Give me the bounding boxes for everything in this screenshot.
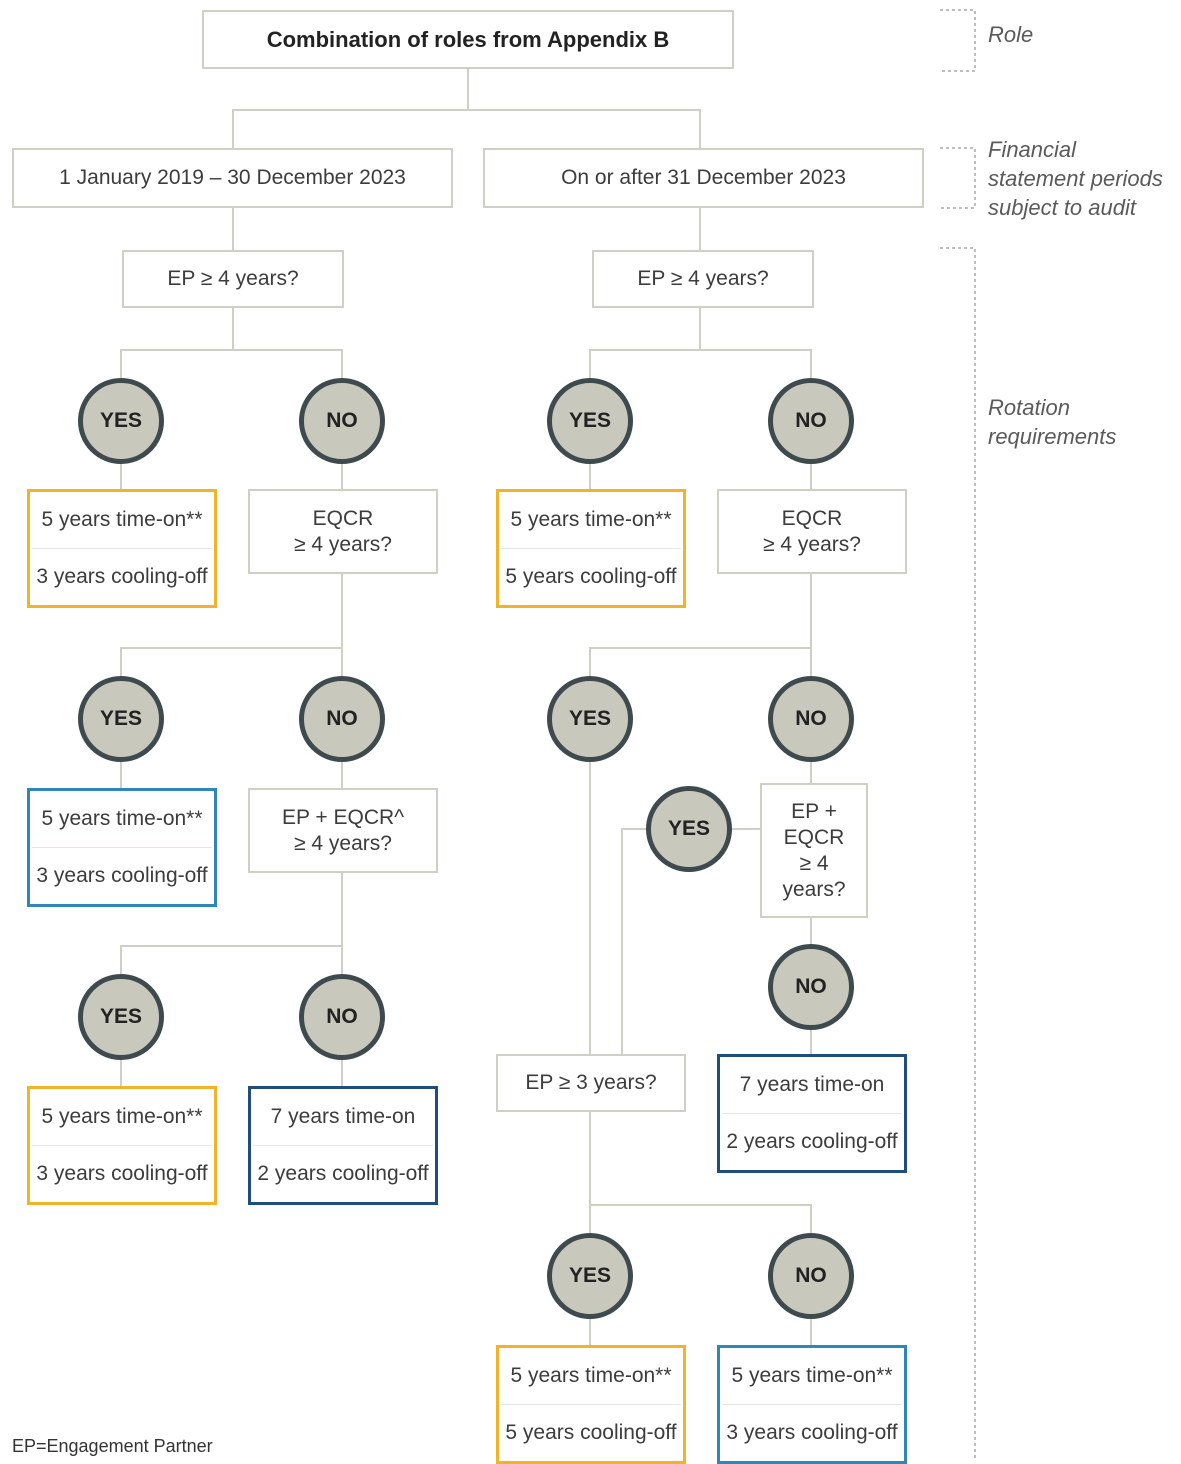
question-line-2: ≥ 4 years? [294, 831, 392, 855]
no-label: NO [795, 975, 827, 998]
no-circle [768, 944, 854, 1030]
question-line-1: EP + EQCR^ [281, 805, 405, 829]
cooling-off-text: 2 years cooling-off [726, 1130, 898, 1153]
time-on-text: 5 years time-on** [510, 1364, 672, 1387]
question-label: EP ≥ 4 years? [167, 267, 299, 290]
cooling-off-text: 3 years cooling-off [36, 1162, 208, 1185]
period-left-label: 1 January 2019 – 30 December 2023 [59, 166, 406, 189]
yes-circle [547, 676, 633, 762]
rotation-label-line-2: requirements [988, 424, 1117, 449]
role-label: Role [988, 22, 1034, 47]
no-label: NO [326, 1005, 358, 1028]
periods-label-line-2: statement periods [988, 166, 1163, 191]
no-circle [768, 378, 854, 464]
time-on-text: 5 years time-on** [731, 1364, 893, 1387]
yes-circle [547, 1233, 633, 1319]
yes-label: YES [667, 817, 711, 840]
question-label: EP ≥ 4 years? [637, 267, 769, 290]
yes-label: YES [568, 707, 612, 730]
cooling-off-text: 2 years cooling-off [257, 1162, 429, 1185]
side-label-role [988, 20, 1033, 49]
time-on-text: 5 years time-on** [41, 508, 203, 531]
yes-circle [78, 378, 164, 464]
no-circle [299, 974, 385, 1060]
cooling-off-text: 5 years cooling-off [505, 565, 677, 588]
no-circle [768, 676, 854, 762]
diagram-title: Combination of roles from Appendix B [266, 26, 670, 52]
rotation-label-line-1: Rotation [988, 395, 1070, 420]
no-label: NO [795, 409, 827, 432]
periods-label-line-3: subject to audit [988, 195, 1136, 220]
question-line-2: ≥ 4 years? [294, 532, 392, 556]
footnote: EP=Engagement Partner [12, 1436, 213, 1456]
no-label: NO [795, 707, 827, 730]
question-ep-4-left [122, 250, 344, 308]
question-line-1: EQCR [781, 506, 843, 530]
question-ep-eqcr-4-right [760, 783, 868, 918]
yes-label: YES [99, 1005, 143, 1028]
time-on-text: 5 years time-on** [41, 1105, 203, 1128]
cooling-off-text: 3 years cooling-off [36, 565, 208, 588]
question-ep-eqcr-4-left [248, 788, 438, 873]
period-right-label: On or after 31 December 2023 [561, 166, 846, 189]
question-eqcr-4-left [248, 489, 438, 574]
no-circle [299, 676, 385, 762]
outcome-box-gold [496, 1345, 686, 1464]
outcome-box-gold [27, 489, 217, 608]
question-line-2: EQCR [783, 825, 845, 849]
time-on-text: 7 years time-on [739, 1073, 885, 1096]
cooling-off-text: 3 years cooling-off [36, 864, 208, 887]
outcome-box-gold [496, 489, 686, 608]
no-label: NO [326, 707, 358, 730]
yes-label: YES [99, 707, 143, 730]
side-label-rotation [988, 393, 1116, 451]
yes-label: YES [568, 409, 612, 432]
no-circle [768, 1233, 854, 1319]
time-on-text: 5 years time-on** [510, 508, 672, 531]
outcome-box-teal [717, 1345, 907, 1464]
question-ep-3 [496, 1054, 686, 1112]
yes-label: YES [568, 1264, 612, 1287]
question-label: EP ≥ 3 years? [525, 1071, 657, 1094]
question-eqcr-4-right [717, 489, 907, 574]
time-on-text: 7 years time-on [270, 1105, 416, 1128]
question-ep-4-right [592, 250, 814, 308]
period-right-box [483, 148, 924, 208]
yes-circle [78, 974, 164, 1060]
question-line-2: ≥ 4 years? [763, 532, 861, 556]
yes-circle [78, 676, 164, 762]
side-label-periods [988, 135, 1163, 222]
yes-label: YES [99, 409, 143, 432]
question-line-3: ≥ 4 [799, 851, 829, 875]
yes-circle [547, 378, 633, 464]
yes-circle [646, 786, 732, 872]
no-label: NO [326, 409, 358, 432]
outcome-box-navy [717, 1054, 907, 1173]
cooling-off-text: 3 years cooling-off [726, 1421, 898, 1444]
question-line-1: EQCR [312, 506, 374, 530]
time-on-text: 5 years time-on** [41, 807, 203, 830]
outcome-box-navy [248, 1086, 438, 1205]
outcome-box-gold [27, 1086, 217, 1205]
question-line-4: years? [782, 877, 846, 901]
outcome-box-teal [27, 788, 217, 907]
role-combination-box [202, 10, 734, 69]
question-line-1: EP + [791, 799, 837, 823]
cooling-off-text: 5 years cooling-off [505, 1421, 677, 1444]
no-label: NO [795, 1264, 827, 1287]
periods-label-line-1: Financial [988, 137, 1077, 162]
period-left-box [12, 148, 453, 208]
no-circle [299, 378, 385, 464]
